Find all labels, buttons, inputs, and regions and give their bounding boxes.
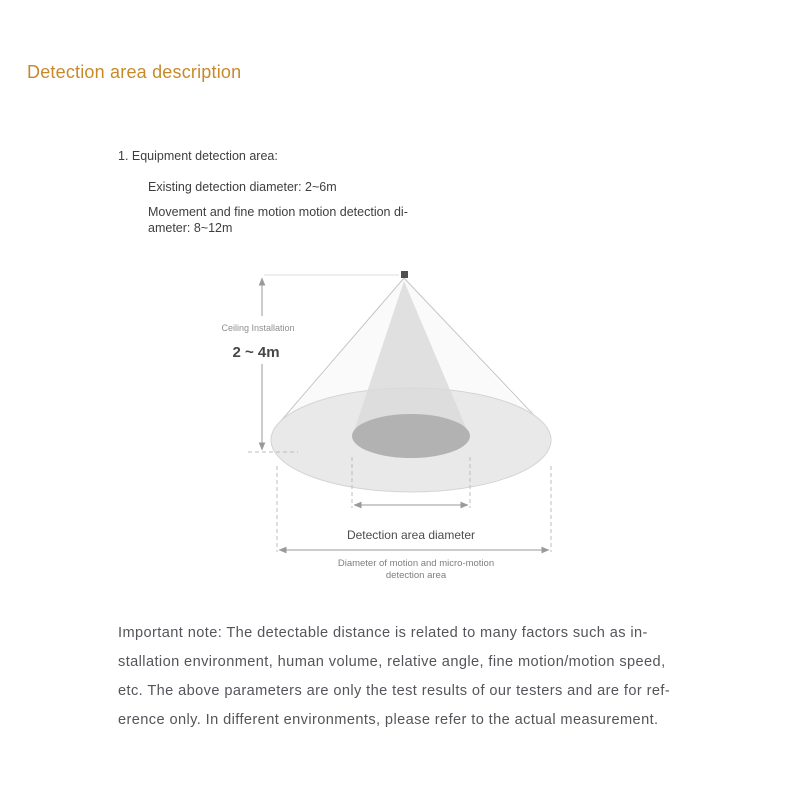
existing-diameter-line: Existing detection diameter: 2~6m — [148, 180, 337, 194]
note-line-2: stallation environment, human volume, relative angle, fine motion/motion speed, — [118, 654, 666, 670]
movement-diameter-line-2: ameter: 8~12m — [148, 221, 233, 235]
note-line-1: Important note: The detectable distance is related to many factors such as in- — [118, 625, 648, 641]
important-note — [118, 619, 688, 735]
outer-diameter-label-line2: detection area — [385, 570, 447, 581]
equipment-detection-area-heading: 1. Equipment detection area: — [118, 149, 278, 163]
note-line-3: etc. The above parameters are only the test results of our testers and are for ref- — [118, 683, 671, 699]
outer-diameter-label-line1: Diameter of motion and micro-motion — [337, 558, 495, 569]
inner-diameter-label: Detection area diameter — [346, 528, 476, 542]
sensor-device — [401, 271, 408, 278]
inner-detection-ellipse — [352, 414, 470, 458]
movement-diameter-line-1: Movement and fine motion motion detection di- — [148, 205, 408, 219]
ceiling-installation-label: Ceiling Installation — [221, 323, 295, 333]
ceiling-height-value: 2 ~ 4m — [232, 344, 280, 361]
page-title: Detection area description — [27, 62, 242, 82]
note-line-4: erence only. In different environments, please refer to the actual measurement. — [118, 712, 659, 728]
